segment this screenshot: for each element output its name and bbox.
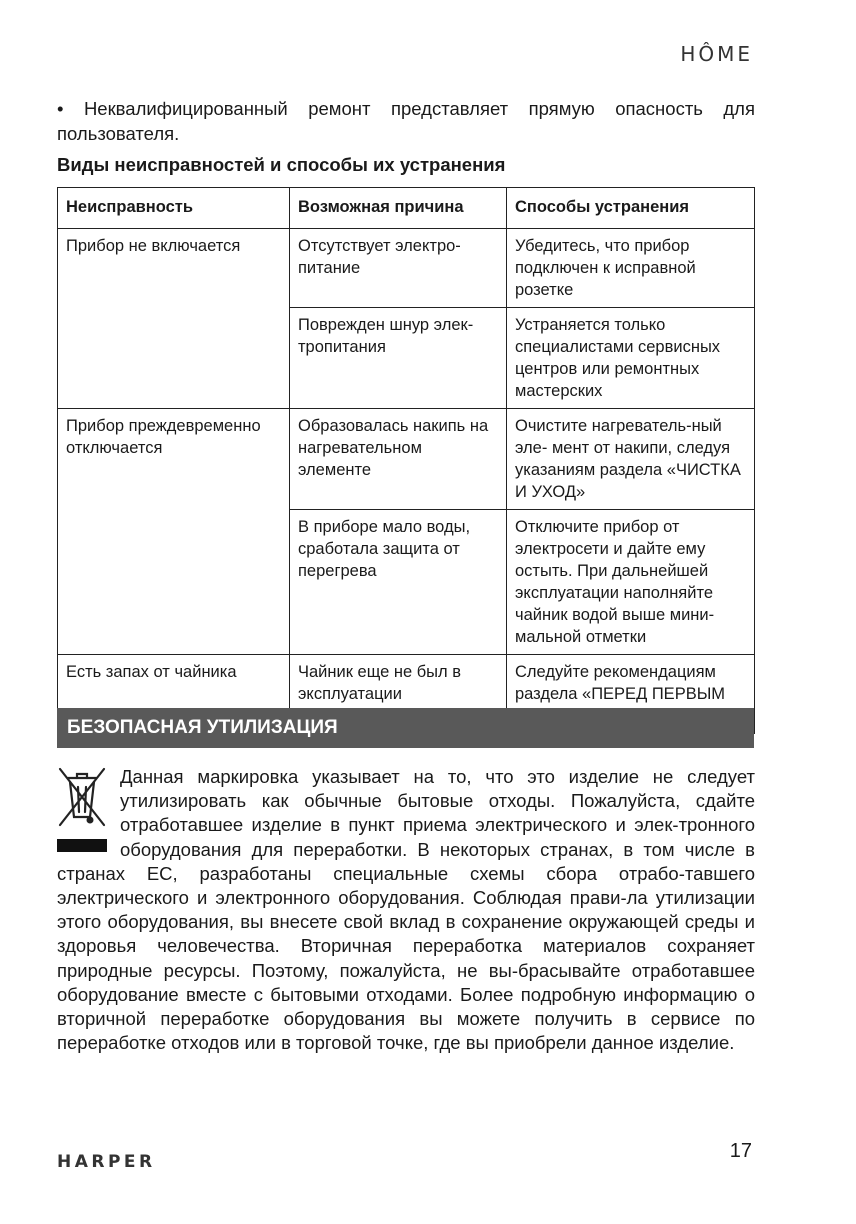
cause-cell: Образовалась накипь на нагревательном элементе bbox=[290, 409, 507, 510]
intro-paragraph: • Неквалифицированный ремонт представляет прямую опасность для пользователя. bbox=[57, 98, 755, 144]
fix-cell: Очистите нагреватель-ный эле- мент от накипи, следуя указаниям раздела «ЧИСТКА И УХОД» bbox=[507, 409, 755, 510]
bin-underline-bar bbox=[57, 839, 107, 852]
table-row bbox=[58, 409, 755, 510]
fault-cell: Прибор не включается bbox=[58, 229, 290, 409]
cause-cell: Поврежден шнур элек-тропитания bbox=[290, 308, 507, 409]
cause-cell: Отсутствует электро-питание bbox=[290, 229, 507, 308]
fix-cell: Следуйте рекомендациям раздела «ПЕРЕД ПЕРВЫМ bbox=[507, 655, 755, 734]
table-row bbox=[58, 229, 755, 308]
disposal-paragraph bbox=[57, 765, 755, 1055]
fix-cell: Устраняется только специалистами сервисных центров или ремонтных мастерских bbox=[507, 308, 755, 409]
disposal-text: Данная маркировка указывает на то, что это изделие не следует утилизировать как обычные бытовые отходы. Пожалуйста, сдайте отработавшее изделие в пункт приема электрического и элек-тронного оборудования для переработки. В некоторых странах, в том числе в странах ЕС, разработаны специальные схемы сбора отрабо-тавшего электрического и электронного оборудования. Соблюдая прави-ла утилизации этого оборудования, вы внесете свой вклад в сохранение окружающей среды и здоровья человечества. Вторичная переработка материалов сохраняет природные ресурсы. Поэтому, пожалуйста, не вы-брасывайте отработавшее оборудование вместе с бытовыми отходами. Более подробную информацию о вторичной переработке оборудования вы можете получить в сервисе по переработке отходов или в торговой точке, где вы приобрели данное изделие. bbox=[57, 766, 755, 1054]
troubleshooting-table bbox=[57, 187, 755, 734]
table-title: Виды неисправностей и способы их устранения bbox=[57, 154, 506, 175]
header-fix: Способы устранения bbox=[507, 188, 755, 229]
page-number: 17 bbox=[729, 1140, 752, 1162]
fix-cell: Отключите прибор от электросети и дайте ему остыть. При дальнейшей эксплуатации наполняйте чайник водой выше мини-мальной отметки bbox=[507, 510, 755, 655]
table-header-row bbox=[58, 188, 755, 229]
cause-cell: Чайник еще не был в эксплуатации bbox=[290, 655, 507, 734]
home-logo: HÔME bbox=[680, 42, 753, 66]
header-fault: Неисправность bbox=[58, 188, 290, 229]
fault-cell: Есть запах от чайника bbox=[58, 655, 290, 734]
header-cause: Возможная причина bbox=[290, 188, 507, 229]
cause-cell: В приборе мало воды, сработала защита от перегрева bbox=[290, 510, 507, 655]
fix-cell: Убедитесь, что прибор подключен к исправной розетке bbox=[507, 229, 755, 308]
fault-cell: Прибор преждевременно отключается bbox=[58, 409, 290, 655]
disposal-section-banner: БЕЗОПАСНАЯ УТИЛИЗАЦИЯ bbox=[57, 708, 754, 748]
crossed-out-wheelie-bin-icon bbox=[56, 765, 108, 831]
harper-logo: HARPER bbox=[57, 1152, 156, 1172]
